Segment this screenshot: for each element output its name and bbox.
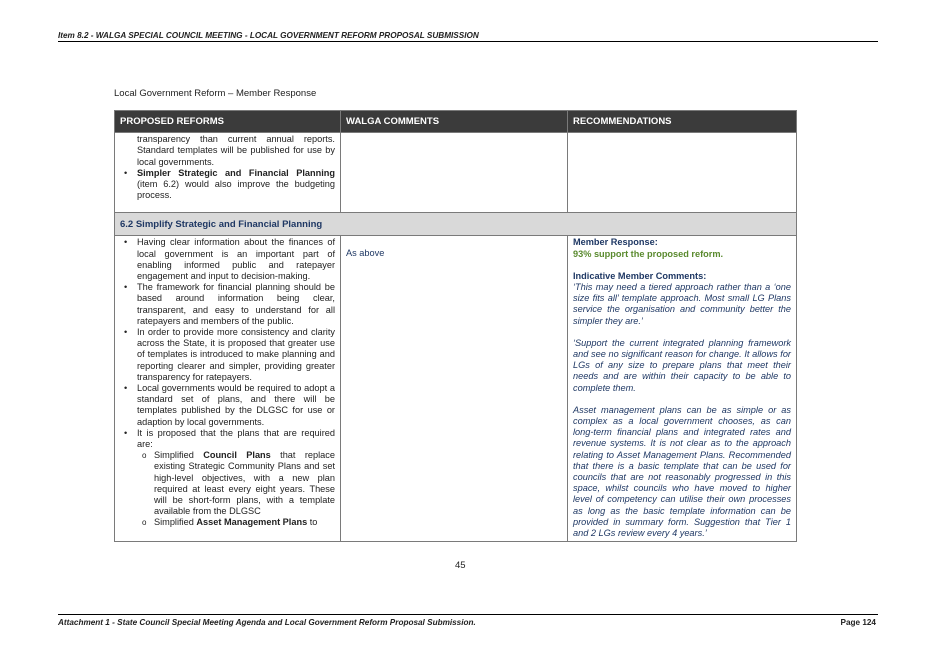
member-comment: ‘Support the current integrated planning framework and see no significant reason for change. It allows for LGs of any size to prepare plans that meet their needs and are within their capacity to be able to complete them. <box>573 337 791 393</box>
proposed-reform-cell <box>115 133 341 213</box>
list-item <box>137 428 335 529</box>
list-item <box>137 168 335 202</box>
document-title: Local Government Reform – Member Response <box>114 88 317 99</box>
footer-text: Attachment 1 - State Council Special Meeting Agenda and Local Government Reform Proposal Submission. <box>58 618 476 627</box>
indicative-comments-label: Indicative Member Comments: <box>573 270 707 281</box>
sub-list-item: o Simplified Council Plans that replace existing Strategic Community Plans and set high-level objectives, with a new plan required at least every eight years. These will be short-form plans, with a template available from the DLGSC <box>154 450 335 517</box>
recommendation-cell <box>568 236 797 542</box>
list-item: • The framework for financial planning should be based around information being clear, transparent, and easy to understand for all ratepayers and members of the public. <box>137 282 335 327</box>
table-header-row <box>115 111 797 133</box>
footer-page-number: Page 124 <box>840 618 876 627</box>
list-item-text: It is proposed that the plans that are required are: <box>137 427 335 450</box>
member-comment: ‘This may need a tiered approach rather than a ‘one size fits all’ template approach. Most small LG Plans service the organisation and community better the simpler they are.’ <box>573 282 791 326</box>
walga-comment-cell <box>341 133 568 213</box>
page-footer <box>58 614 878 627</box>
list-item: • In order to provide more consistency and clarity across the State, it is proposed that greater use of templates is introduced to make planning and reporting clearer and simpler, providing greater transparency for ratepayers. <box>137 327 335 383</box>
section-title: 6.2 Simplify Strategic and Financial Planning <box>115 213 797 236</box>
walga-comment: As above <box>346 248 385 259</box>
proposed-reform-cell <box>115 236 341 542</box>
recommendation-cell <box>568 133 797 213</box>
list-item-text: (item 6.2) would also improve the budgeting process. <box>137 179 335 201</box>
member-comment: Asset management plans can be as simple or as complex as a local government chooses, as can long-term financial plans and integrated rates and revenue systems. It is not clear as to the approach relating to Asset Management Plans. Recommended that there is a basic template that can be used for councils that are not reasonably progressed in this space, whilst councils who have moved to higher level of competency can utilise their own processes as long as the basic template information can be provided in summary form. Suggestion that Tier 1 and 2 LGs review every 4 years.’ <box>573 404 791 539</box>
sub-list-item: o Simplified Asset Management Plans to <box>154 517 335 528</box>
table-row <box>115 133 797 213</box>
continued-text: transparency than current annual reports. Standard templates will be published for use by local governments. <box>137 134 335 167</box>
bold-term: Asset Management Plans <box>196 517 308 528</box>
bold-term: Council Plans <box>203 450 271 461</box>
column-header: RECOMMENDATIONS <box>568 111 797 133</box>
list-item: • Local governments would be required to adopt a standard set of plans, and there will be templates published by the DLGSC for use or adaption by local governments. <box>137 383 335 428</box>
list-item: • Having clear information about the finances of local government is an important part of enabling informed public and ratepayer engagement and input to decision-making. <box>137 237 335 282</box>
column-header: WALGA COMMENTS <box>341 111 568 133</box>
section-row <box>115 213 797 236</box>
bold-term: Simpler Strategic and Financial Planning <box>137 167 335 178</box>
support-percentage: 93% support the proposed reform. <box>573 248 724 259</box>
walga-comment-cell <box>341 236 568 542</box>
member-response-label: Member Response: <box>573 237 658 248</box>
page-number: 45 <box>455 560 466 571</box>
table-row <box>115 236 797 542</box>
column-header: PROPOSED REFORMS <box>115 111 341 133</box>
reform-table <box>114 110 797 542</box>
page-header: Item 8.2 - WALGA SPECIAL COUNCIL MEETING - LOCAL GOVERNMENT REFORM PROPOSAL SUBMISSION <box>58 31 878 42</box>
